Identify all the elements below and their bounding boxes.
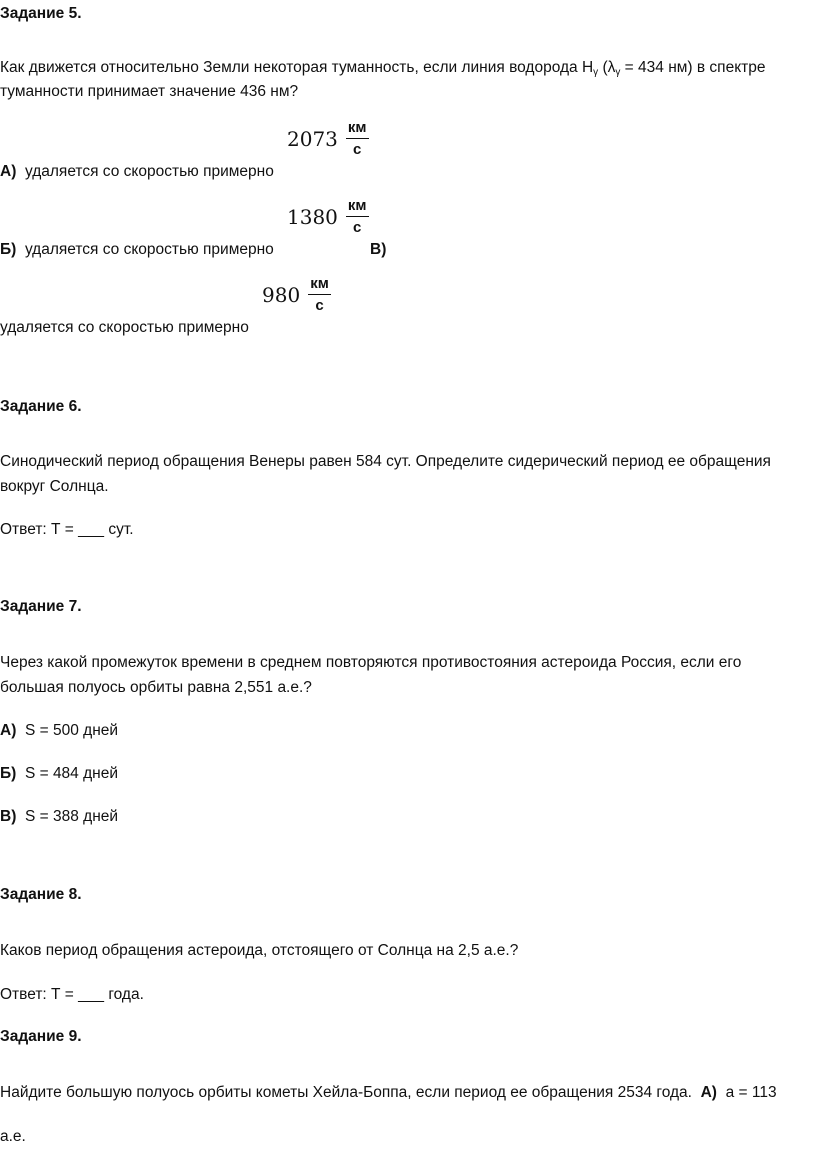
unit-numerator: км [346,198,369,217]
task5-option-b-value: 1380 [287,205,338,229]
task7-option-a-text: S = 500 дней [24,722,119,739]
task7-option-b-text: S = 484 дней [24,765,118,782]
task5-question-line1 [0,58,766,83]
task7-option-b-letter: Б) [0,765,17,782]
speed-unit-fraction [346,198,369,236]
unit-denominator: с [315,297,324,314]
task5-option-c-text: удаляется со скоростью примерно [0,319,249,336]
task7-question-line2: большая полуось орбиты равна 2,551 а.е.? [0,679,312,696]
task9-heading: Задание 9. [0,1028,82,1045]
task5-option-b-letter: Б) [0,241,17,258]
task5-option-c-value: 980 [262,283,301,307]
task6-question-line1: Синодический период обращения Венеры равен 584 сут. Определите сидерический период ее обращения [0,453,771,470]
unit-numerator: км [346,120,369,139]
task5-question-part3: = 434 нм) в спектре [620,59,766,76]
task5-subscript2: γ [615,67,621,78]
task5-question-line2: туманности принимает значение 436 нм? [0,83,299,100]
task7-option-a-letter: А) [0,722,17,739]
task5-question-part2: (λ [598,59,616,76]
unit-denominator: с [353,141,362,158]
task7-option-c-letter: В) [0,808,17,825]
task5-option-a [0,162,274,182]
task6-answer: Ответ: Т = ___ сут. [0,521,134,538]
task7-option-a [0,721,118,741]
task7-option-c [0,807,118,827]
task5-option-c-letter: В) [370,241,387,258]
speed-unit-fraction [308,276,331,314]
task5-option-c-speed [262,276,331,314]
task5-option-a-letter: А) [0,163,17,180]
task8-answer: Ответ: Т = ___ года. [0,986,144,1003]
task5-option-b-text: удаляется со скоростью примерно [24,241,274,258]
unit-denominator: с [353,219,362,236]
task8-heading: Задание 8. [0,886,82,903]
task7-question-line1: Через какой промежуток времени в среднем повторяются противостояния астероида Россия, если его [0,654,742,671]
task9-option-a-text: a = 113 [725,1084,777,1101]
task5-option-a-speed [287,120,369,158]
task5-question-part1: Как движется относительно Земли некоторая туманность, если линия водорода H [0,59,594,76]
task7-heading: Задание 7. [0,598,82,615]
task5-subscript1: γ [593,67,599,78]
task7-option-c-text: S = 388 дней [24,808,119,825]
task5-option-b [0,240,274,260]
task5-heading: Задание 5. [0,5,82,22]
task5-option-a-text: удаляется со скоростью примерно [24,163,274,180]
task5-option-a-value: 2073 [287,127,338,151]
task5-option-b-speed [287,198,369,236]
unit-numerator: км [308,276,331,295]
task8-question-line1: Каков период обращения астероида, отстоящего от Солнца на 2,5 а.е.? [0,942,519,959]
task6-heading: Задание 6. [0,398,82,415]
task9-question-line1 [0,1083,777,1103]
task7-option-b [0,764,118,784]
task9-option-a-letter: А) [700,1084,717,1101]
speed-unit-fraction [346,120,369,158]
task9-question-text: Найдите большую полуось орбиты кометы Хейла-Боппа, если период ее обращения 2534 года. [0,1084,692,1101]
task9-option-a-continuation: а.е. [0,1128,26,1145]
task6-question-line2: вокруг Солнца. [0,478,109,495]
